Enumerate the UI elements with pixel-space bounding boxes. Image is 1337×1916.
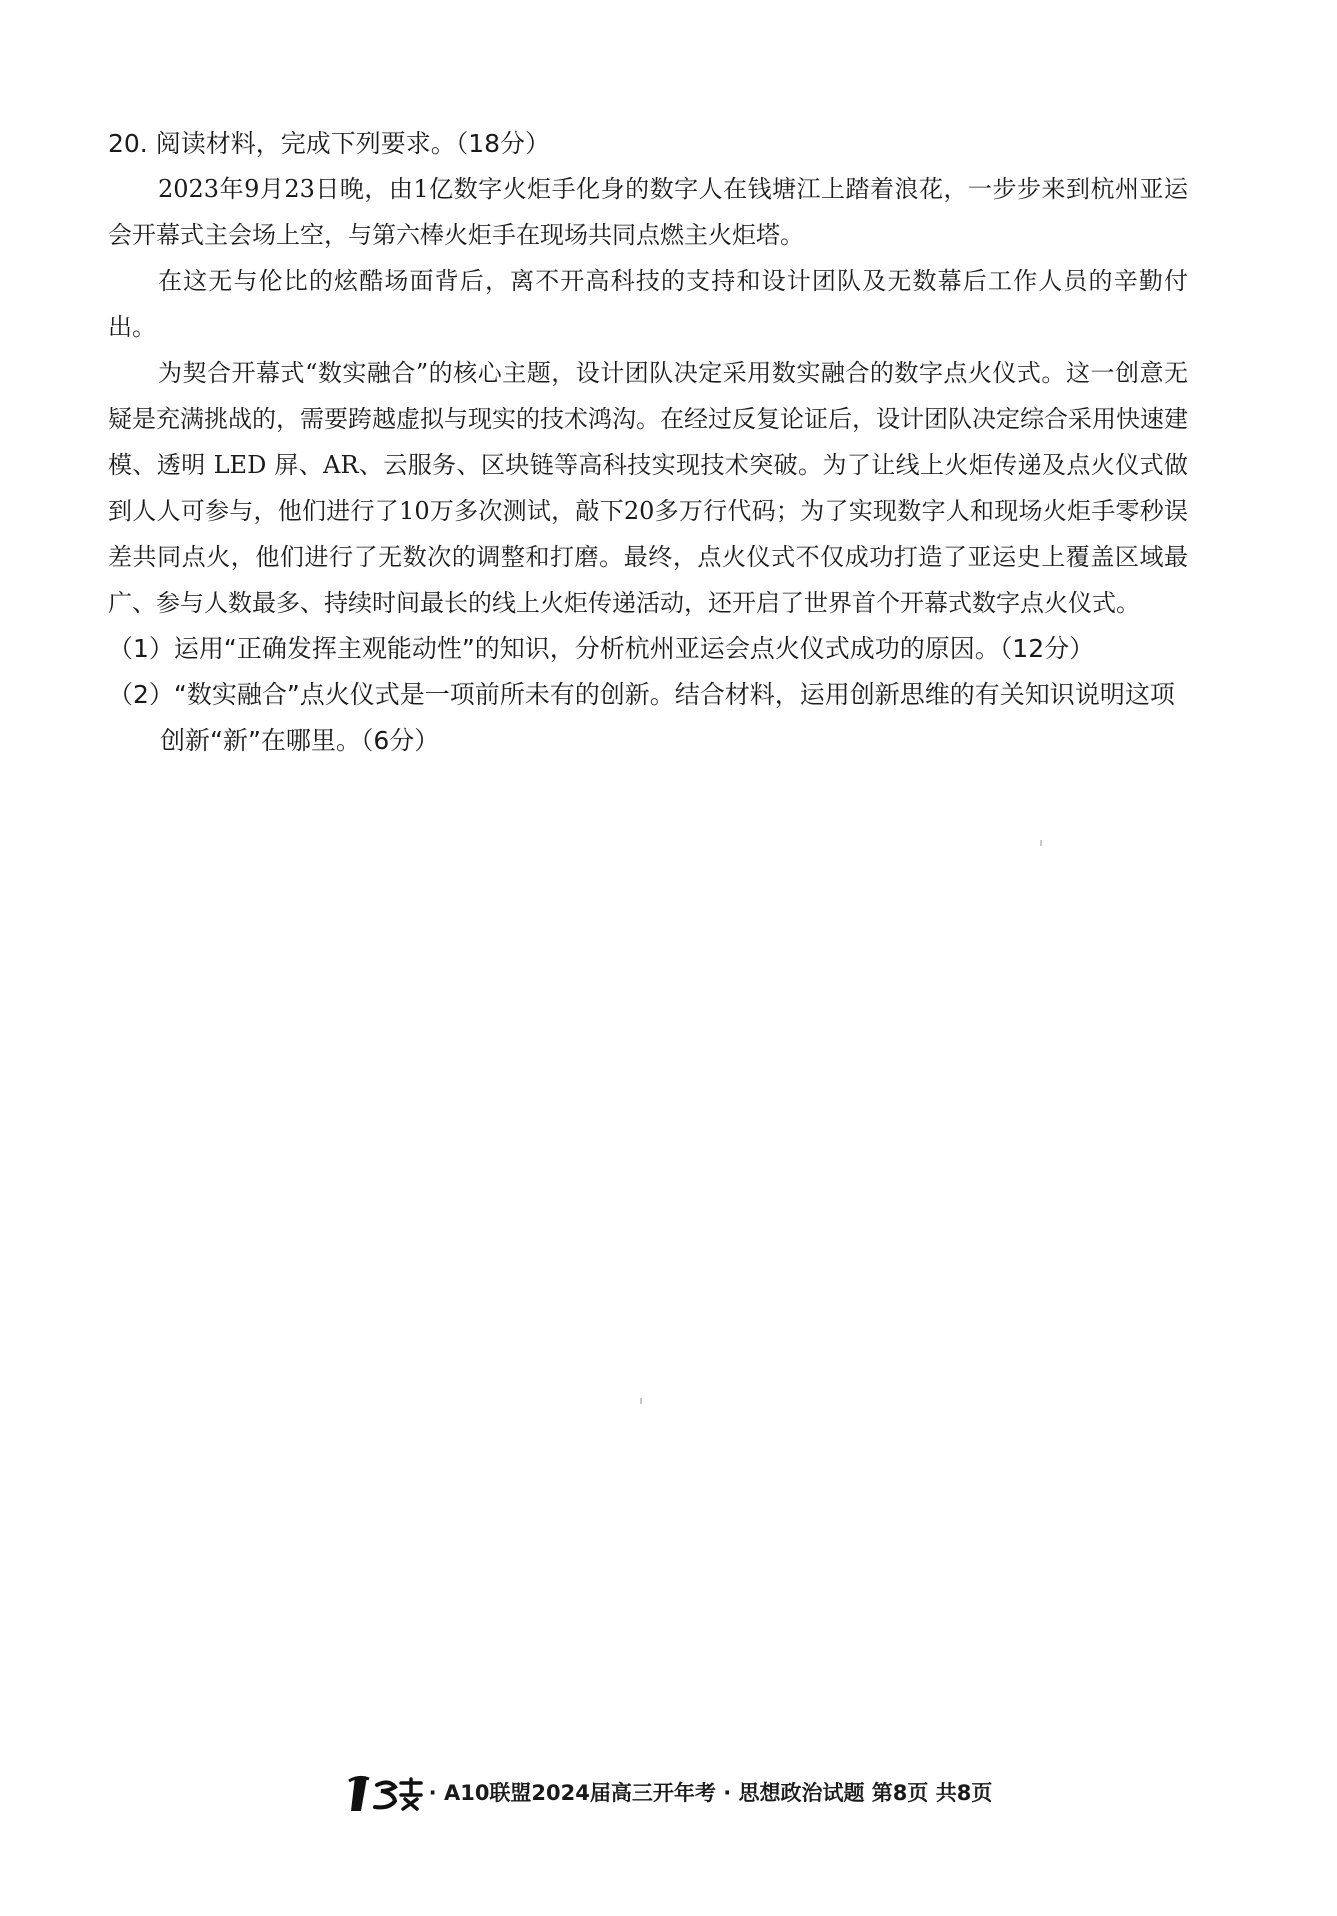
scan-speck xyxy=(640,1398,642,1404)
page-footer xyxy=(0,1772,1337,1813)
question-title: 20. 阅读材料，完成下列要求。（18分） xyxy=(108,129,551,158)
sub-question-2: （2）“数实融合”点火仪式是一项前所未有的创新。结合材料，运用创新思维的有关知识说明这项创新“新”在哪里。（6分） xyxy=(108,680,1175,755)
footer-text: · A10联盟2024届高三开年考 · 思想政治试题 第8页 共8页 xyxy=(428,1781,993,1805)
scan-speck xyxy=(1040,840,1042,846)
sub-question-1: （1）运用“正确发挥主观能动性”的知识，分析杭州亚运会点火仪式成功的原因。（12分） xyxy=(108,634,1095,663)
exam-brand-logo xyxy=(345,1773,425,1813)
question-20 xyxy=(108,122,1188,764)
material-paragraph: 在这无与伦比的炫酷场面背后，离不开高科技的支持和设计团队及无数幕后工作人员的辛勤付出。 xyxy=(108,267,1188,341)
material-paragraph: 为契合开幕式“数实融合”的核心主题，设计团队决定采用数实融合的数字点火仪式。这一创意无疑是充满挑战的，需要跨越虚拟与现实的技术鸿沟。在经过反复论证后，设计团队决定综合采用快速建模、透明 LED 屏、AR、云服务、区块链等高科技实现技术突破。为了让线上火炬传递及点火仪式做到人人可参与，他们进行了10万多次测试，敲下20多万行代码；为了实现数字人和现场火炬手零秒误差共同点火，他们进行了无数次的调整和打磨。最终，点火仪式不仅成功打造了亚运史上覆盖区域最广、参与人数最多、持续时间最长的线上火炬传递活动，还开启了世界首个开幕式数字点火仪式。 xyxy=(108,359,1188,617)
material-paragraph: 2023年9月23日晚，由1亿数字火炬手化身的数字人在钱塘江上踏着浪花，一步步来到杭州亚运会开幕式主会场上空，与第六棒火炬手在现场共同点燃主火炬塔。 xyxy=(108,175,1188,249)
reading-material xyxy=(108,166,1188,626)
